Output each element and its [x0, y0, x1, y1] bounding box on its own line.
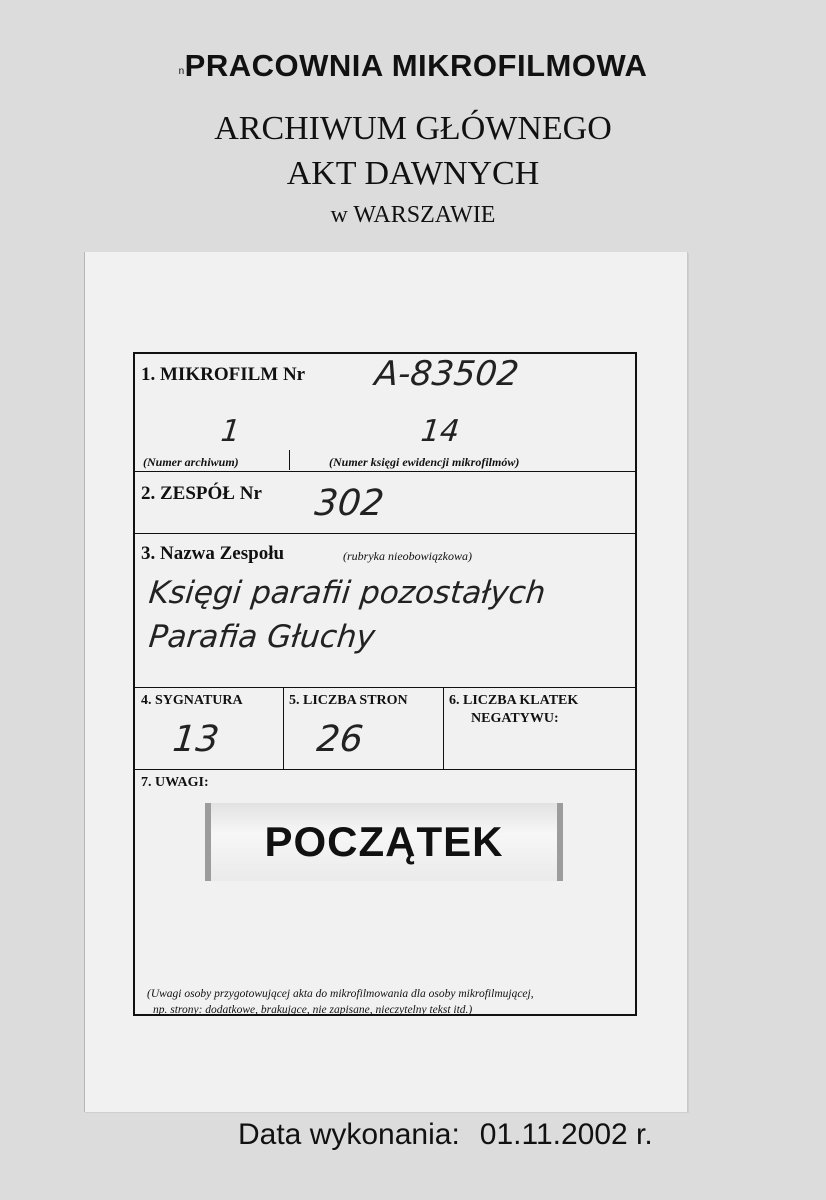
row-uwagi — [135, 769, 635, 1014]
microfilm-label: 1. MIKROFILM Nr — [141, 364, 306, 385]
row-nazwa — [135, 533, 635, 688]
register-number-value: 14 — [419, 414, 462, 449]
uwagi-hint-line1: (Uwagi osoby przygotowującej akta do mikrofilmowania dla osoby mikrofilmującej, — [147, 988, 534, 1000]
microfilm-form — [133, 352, 637, 1016]
header-line-4: w WARSZAWIE — [330, 202, 496, 228]
header-line-3: AKT DAWNYCH — [286, 155, 540, 192]
row-sygnatura — [135, 687, 635, 770]
nazwa-value-line2: Parafia Głuchy — [147, 619, 377, 655]
register-number-label: (Numer księgi ewidencji mikrofilmów) — [329, 455, 520, 469]
liczba-klatek-label-2: NEGATYWU: — [471, 711, 559, 726]
uwagi-label: 7. UWAGI: — [141, 775, 209, 790]
date-label: Data wykonania: — [238, 1118, 460, 1151]
archive-number-value: 1 — [219, 414, 242, 449]
header-prefix: n — [178, 66, 185, 77]
poczatek-sticker — [205, 803, 563, 881]
liczba-stron-value: 26 — [314, 719, 365, 760]
header-line-2: ARCHIWUM GŁÓWNEGO — [214, 110, 612, 147]
nazwa-note: (rubryka nieobowiązkowa) — [343, 549, 472, 563]
zespol-value: 302 — [312, 483, 386, 524]
nazwa-value-line1: Księgi parafii pozostałych — [147, 575, 548, 611]
liczba-stron-label: 5. LICZBA STRON — [289, 693, 408, 708]
poczatek-text: POCZĄTEK — [264, 818, 504, 865]
divider-1 — [283, 687, 284, 769]
liczba-klatek-label-1: 6. LICZBA KLATEK — [449, 693, 579, 708]
nazwa-label: 3. Nazwa Zespołu — [141, 543, 285, 564]
microfilm-card — [84, 252, 688, 1112]
row-microfilm — [135, 354, 635, 472]
divider-2 — [443, 687, 444, 769]
zespol-label: 2. ZESPÓŁ Nr — [141, 483, 262, 504]
uwagi-hint-line2: np. strony: dodatkowe, brakujące, nie zapisane, nieczytelny tekst itd.) — [153, 1003, 473, 1016]
archive-number-label: (Numer archiwum) — [143, 455, 239, 469]
microfilm-value: A-83502 — [372, 354, 521, 394]
sygnatura-label: 4. SYGNATURA — [141, 693, 243, 708]
uwagi-hint — [147, 987, 627, 1018]
archive-divider — [289, 450, 290, 470]
row-zespol — [135, 471, 635, 534]
header-title — [0, 48, 826, 84]
execution-date — [238, 1118, 653, 1152]
date-value: 01.11.2002 r. — [479, 1118, 653, 1151]
sygnatura-value: 13 — [170, 719, 221, 760]
header-title-text: PRACOWNIA MIKROFILMOWA — [184, 48, 648, 83]
